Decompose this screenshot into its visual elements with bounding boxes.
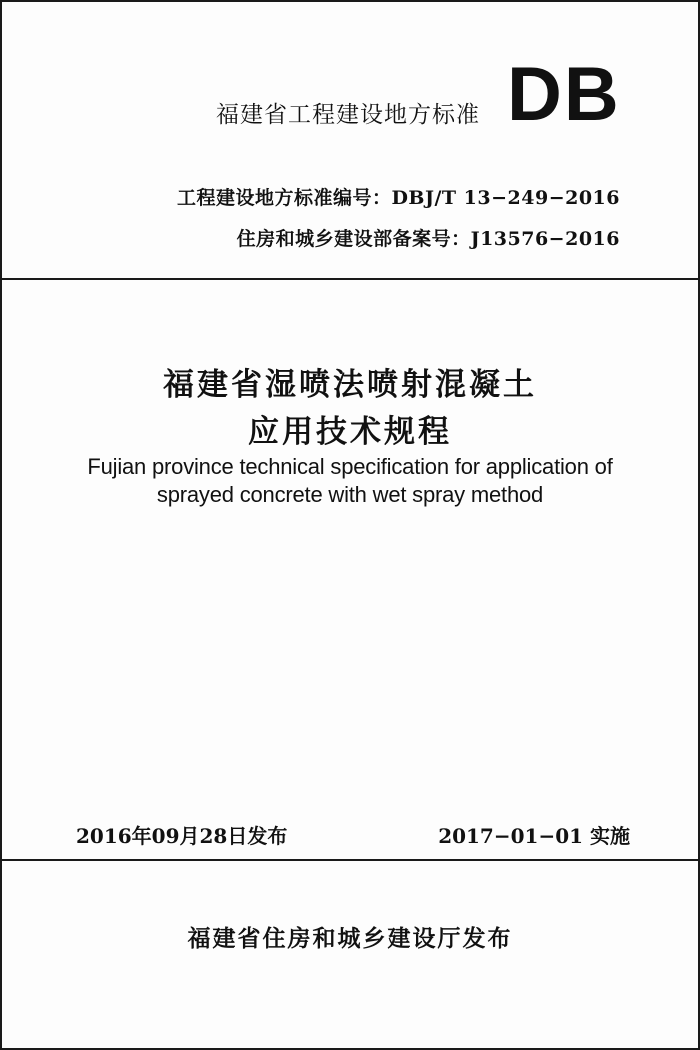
title-chinese-line-2: 应用技术规程 — [248, 414, 452, 450]
standard-number: 工程建设地方标准编号：DBJ/T 13−249−2016 — [176, 187, 620, 209]
standard-code-db: DB — [507, 52, 621, 137]
issue-date: 2016年09月28日发布 — [76, 824, 288, 848]
implementation-date: 2017−01−01 实施 — [438, 824, 630, 848]
divider-bottom — [2, 859, 698, 861]
title-english-line-1: Fujian province technical specification for application of — [87, 454, 613, 479]
standard-category-label: 福建省工程建设地方标准 — [216, 102, 480, 128]
title-chinese-line-1: 福建省湿喷法喷射混凝土 — [163, 367, 537, 403]
title-english-line-2: sprayed concrete with wet spray method — [156, 482, 544, 507]
record-number: 住房和城乡建设部备案号：J13576−2016 — [236, 228, 620, 250]
publisher: 福建省住房和城乡建设厅发布 — [187, 925, 513, 952]
divider-top — [2, 278, 698, 280]
